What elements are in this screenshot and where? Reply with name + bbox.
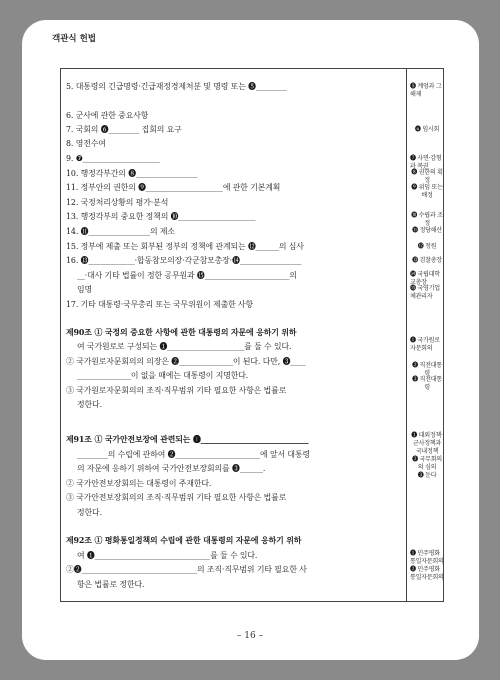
answer-note: ❸ 둔다 bbox=[417, 472, 437, 479]
article-90-line-2: 여 국가원로로 구성되는 ❶____________________를 둘 수 있다. bbox=[77, 342, 292, 351]
article-92-line-3: ②❷______________________________의 조직·직무범위 기타 필요한 사 bbox=[66, 565, 307, 574]
answer-note: ⓫ 정당해산 bbox=[412, 227, 442, 234]
item-17: 17. 기타 대통령·국무총리 또는 국무위원이 제출한 사항 bbox=[66, 300, 254, 309]
column-divider bbox=[406, 69, 407, 601]
answer-note: ❻ 임시회 bbox=[414, 126, 440, 133]
article-92-line-2: 여 ❶______________________________를 둘 수 있다. bbox=[77, 551, 258, 560]
answer-note: ⓬ 청원 bbox=[417, 243, 437, 250]
item-16-line-3: 임명 bbox=[77, 285, 93, 294]
item-8: 8. 영전수여 bbox=[66, 139, 106, 148]
answer-note: ❷ 국무회의의 심의 bbox=[412, 456, 442, 471]
article-90-line-1: 제90조 ① 국정의 중요한 사항에 관한 대통령의 자문에 응하기 위하 bbox=[66, 328, 297, 337]
item-6: 6. 군사에 관한 중요사항 bbox=[66, 111, 149, 120]
item-15: 15. 정부에 제출 또는 회부된 정부의 정책에 관계되는 ⓬______의 심사 bbox=[66, 242, 304, 251]
article-90-line-3: ② 국가원로자문회의의 의장은 ❷______________이 된다. 다만, ❸____ bbox=[66, 357, 306, 366]
answer-note: ❺ 계엄과 그 해제 bbox=[410, 83, 442, 98]
article-90-line-6: 정한다. bbox=[77, 400, 102, 409]
item-14: 14. ⓫________________의 제소 bbox=[66, 227, 175, 236]
item-16-line-1: 16. ⓭____________·합동참모의장·각군참모총장·⓮________________ bbox=[66, 256, 302, 265]
answer-note: ❸ 직전대통령 bbox=[412, 376, 442, 391]
article-92-line-4: 항은 법률로 정한다. bbox=[77, 580, 145, 589]
answer-note: ❽ 권한의 획정 bbox=[411, 169, 443, 184]
answer-note: ❷ 직전대통령 bbox=[412, 362, 442, 377]
article-91-line-3: 의 자문에 응하기 위하여 국가안전보장회의를 ❸______. bbox=[77, 464, 266, 473]
item-12: 12. 국정처리상황의 평가·분석 bbox=[66, 198, 169, 207]
item-10: 10. 행정각부간의 ❽________________ bbox=[66, 169, 198, 178]
item-13: 13. 행정각부의 중요한 정책의 ❿____________________ bbox=[66, 212, 256, 221]
answer-note: ❼ 사면·감형과 복권 bbox=[410, 155, 442, 170]
article-91-line-4: ② 국가안전보장회의는 대통령이 주재한다. bbox=[66, 479, 212, 488]
answer-note: ⓯ 국영기업체관리자 bbox=[410, 285, 440, 300]
page-number: – 16 – bbox=[236, 631, 264, 641]
page-header: 객관식 헌법 bbox=[52, 34, 97, 44]
article-91-line-2: ________의 수립에 관하여 ❷______________________에 앞서 대통령 bbox=[77, 450, 310, 459]
item-11: 11. 정부안의 권한의 ❾____________________에 관한 기본계획 bbox=[66, 183, 281, 192]
item-7: 7. 국회의 ❻________ 집회의 요구 bbox=[66, 125, 182, 134]
answer-note: ❶ 국가원로자문회의 bbox=[410, 337, 440, 352]
answer-note: ❶ 대외정책·군사정책과 국내정책 bbox=[411, 432, 443, 455]
answer-note: ❷ 민주평화통일자문회의 bbox=[410, 566, 444, 581]
article-90-line-4: ______________이 없을 때에는 대통령이 지명한다. bbox=[77, 371, 249, 380]
answer-note: ⓮ 국립대학교총장 bbox=[410, 271, 440, 286]
article-91-line-1: 제91조 ① 국가안전보장에 관련되는 ❶____________________________ bbox=[66, 435, 309, 444]
article-92-line-1: 제92조 ① 평화통일정책의 수립에 관한 대통령의 자문에 응하기 위하 bbox=[66, 536, 302, 545]
article-90-line-5: ③ 국가원로자문회의의 조직·직무범위 기타 필요한 사항은 법률로 bbox=[66, 386, 287, 395]
item-5: 5. 대통령의 긴급명령·긴급재정경제처분 및 명령 또는 ❺________ bbox=[66, 82, 287, 91]
answer-note: ⓭ 검찰총장 bbox=[412, 257, 442, 264]
item-9: 9. ❼____________________ bbox=[66, 154, 160, 163]
content-box bbox=[60, 68, 444, 602]
answer-note: ❿ 수립과 조정 bbox=[411, 212, 443, 227]
answer-note: ❾ 위임 또는 배정 bbox=[411, 184, 443, 199]
article-91-line-5: ③ 국가안전보장회의의 조직·직무범위 기타 필요한 사항은 법률로 bbox=[66, 493, 287, 502]
answer-note: ❶ 민주평화통일자문회의 bbox=[410, 550, 444, 565]
article-91-line-6: 정한다. bbox=[77, 508, 102, 517]
item-16-line-2: __·대사 기타 법률이 정한 공무원과 ⓯______________________의 bbox=[77, 271, 297, 280]
